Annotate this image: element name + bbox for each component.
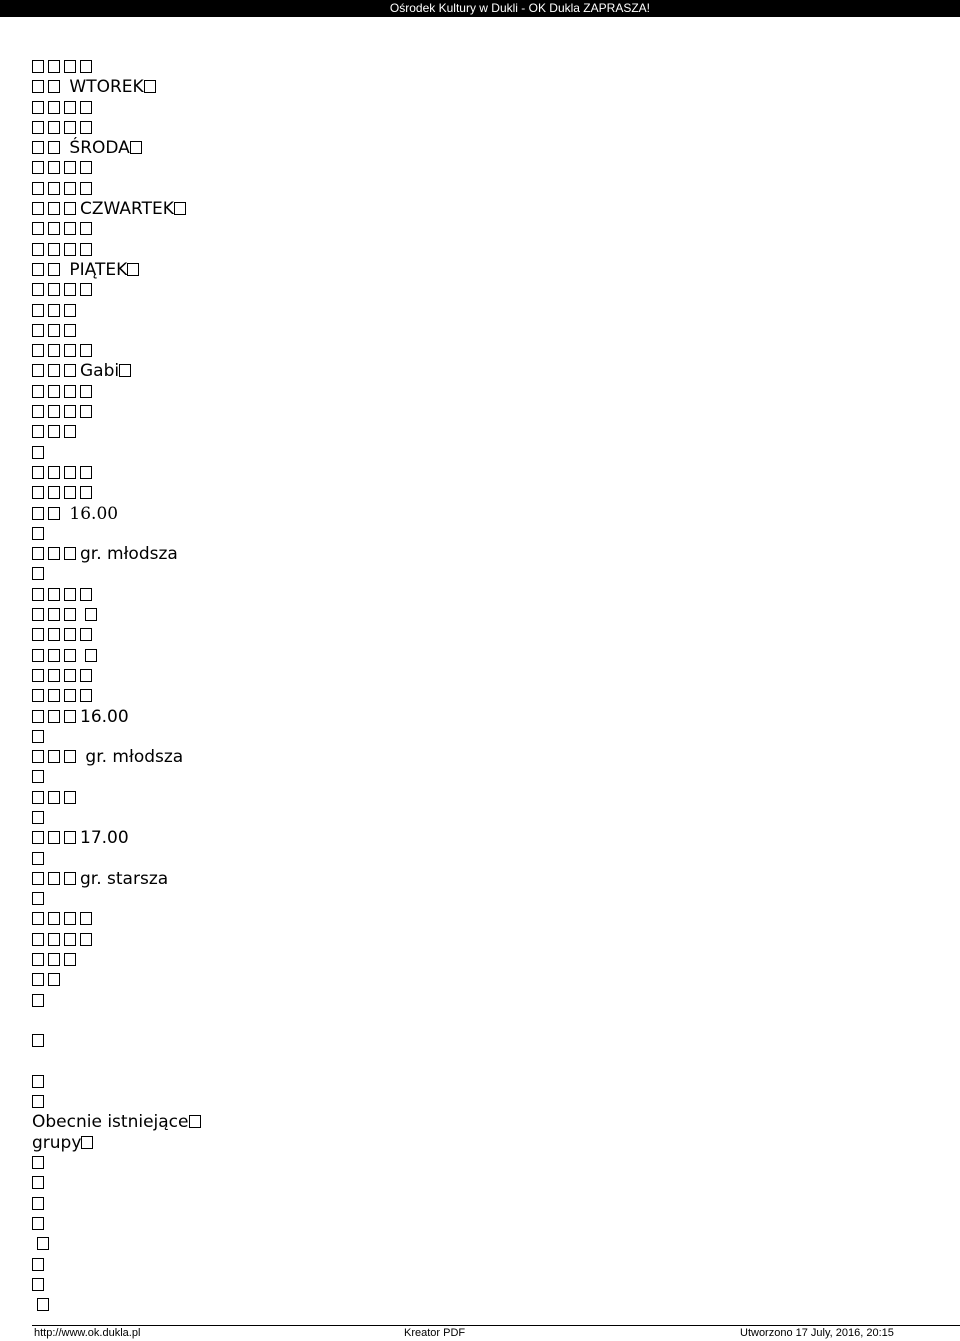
document-line: [32, 564, 552, 584]
document-line: [32, 767, 552, 787]
missing-glyph-box-icon: [48, 973, 60, 986]
missing-glyph-box-icon: [32, 953, 44, 966]
missing-glyph-box-icon: [64, 364, 76, 377]
missing-glyph-box-icon: [32, 101, 44, 114]
missing-glyph-box-icon: [48, 425, 60, 438]
document-line: [32, 422, 552, 442]
missing-glyph-box-icon: [32, 1095, 44, 1108]
document-body: [32, 57, 552, 1315]
missing-glyph-box-icon: [64, 791, 76, 804]
missing-glyph-box-icon: [80, 243, 92, 256]
document-line: [32, 585, 552, 605]
document-line: [32, 504, 552, 524]
missing-glyph-box-icon: [64, 933, 76, 946]
missing-glyph-box-icon: [64, 649, 76, 662]
missing-glyph-box-icon: [48, 263, 60, 276]
document-line: [32, 1092, 552, 1112]
missing-glyph-box-icon: [32, 1278, 44, 1291]
missing-glyph-box-icon: [48, 791, 60, 804]
document-line-text: 17.00: [80, 828, 129, 849]
missing-glyph-box-icon: [32, 608, 44, 621]
missing-glyph-box-icon: [48, 405, 60, 418]
document-line: [32, 402, 552, 422]
missing-glyph-box-icon: [48, 80, 60, 93]
missing-glyph-box-icon: [48, 60, 60, 73]
missing-glyph-box-icon: [64, 486, 76, 499]
missing-glyph-box-icon: [32, 689, 44, 702]
document-line: [32, 686, 552, 706]
missing-glyph-box-icon: [37, 1298, 49, 1311]
missing-glyph-box-icon: [81, 1136, 93, 1149]
missing-glyph-box-icon: [64, 547, 76, 560]
document-line-text: 16.00: [80, 706, 129, 727]
missing-glyph-box-icon: [48, 243, 60, 256]
document-line: [32, 727, 552, 747]
missing-glyph-box-icon: [32, 222, 44, 235]
document-line-text: PIĄTEK: [64, 259, 128, 280]
document-line-text: Gabi: [80, 361, 120, 382]
missing-glyph-box-icon: [64, 953, 76, 966]
missing-glyph-box-icon: [80, 182, 92, 195]
missing-glyph-box-icon: [64, 101, 76, 114]
missing-glyph-box-icon: [64, 304, 76, 317]
missing-glyph-box-icon: [64, 608, 76, 621]
missing-glyph-box-icon: [48, 912, 60, 925]
missing-glyph-box-icon: [32, 263, 44, 276]
missing-glyph-box-icon: [32, 588, 44, 601]
missing-glyph-box-icon: [32, 364, 44, 377]
missing-glyph-box-icon: [32, 527, 44, 540]
missing-glyph-box-icon: [48, 141, 60, 154]
missing-glyph-box-icon: [32, 973, 44, 986]
missing-glyph-box-icon: [32, 1156, 44, 1169]
document-line: [32, 1295, 552, 1315]
document-line-text: gr. starsza: [80, 868, 169, 889]
missing-glyph-box-icon: [32, 811, 44, 824]
document-line: [32, 950, 552, 970]
missing-glyph-box-icon: [32, 628, 44, 641]
document-line: [32, 301, 552, 321]
document-line-text: gr. młodsza: [80, 747, 184, 768]
document-line: [32, 98, 552, 118]
missing-glyph-box-icon: [48, 222, 60, 235]
missing-glyph-box-icon: [64, 466, 76, 479]
missing-glyph-box-icon: [32, 547, 44, 560]
missing-glyph-box-icon: [48, 689, 60, 702]
document-line: [32, 1011, 552, 1031]
document-line: [32, 1133, 552, 1153]
missing-glyph-box-icon: [32, 243, 44, 256]
document-line-text: 16.00: [64, 503, 119, 524]
document-line: [32, 788, 552, 808]
document-line: [32, 118, 552, 138]
missing-glyph-box-icon: [32, 1217, 44, 1230]
document-line: [32, 1255, 552, 1275]
missing-glyph-box-icon: [64, 283, 76, 296]
missing-glyph-box-icon: [64, 710, 76, 723]
missing-glyph-box-icon: [37, 1237, 49, 1250]
missing-glyph-box-icon: [32, 1034, 44, 1047]
missing-glyph-box-icon: [32, 710, 44, 723]
missing-glyph-box-icon: [32, 507, 44, 520]
document-line: [32, 1153, 552, 1173]
missing-glyph-box-icon: [48, 304, 60, 317]
document-line: [32, 483, 552, 503]
missing-glyph-box-icon: [32, 182, 44, 195]
document-line: [32, 179, 552, 199]
document-line: [32, 57, 552, 77]
missing-glyph-box-icon: [48, 101, 60, 114]
missing-glyph-box-icon: [32, 791, 44, 804]
document-line: [32, 524, 552, 544]
missing-glyph-box-icon: [32, 466, 44, 479]
missing-glyph-box-icon: [32, 283, 44, 296]
missing-glyph-box-icon: [48, 608, 60, 621]
missing-glyph-box-icon: [144, 80, 156, 93]
missing-glyph-box-icon: [119, 364, 131, 377]
document-line-text: grupy: [32, 1132, 82, 1153]
missing-glyph-box-icon: [80, 161, 92, 174]
document-line: [32, 463, 552, 483]
document-line: [32, 280, 552, 300]
missing-glyph-box-icon: [64, 912, 76, 925]
missing-glyph-box-icon: [32, 405, 44, 418]
document-line: [32, 199, 552, 219]
missing-glyph-box-icon: [32, 202, 44, 215]
missing-glyph-box-icon: [64, 588, 76, 601]
missing-glyph-box-icon: [32, 872, 44, 885]
document-line: [32, 1214, 552, 1234]
document-line: [32, 869, 552, 889]
missing-glyph-box-icon: [64, 689, 76, 702]
missing-glyph-box-icon: [48, 324, 60, 337]
missing-glyph-box-icon: [64, 121, 76, 134]
missing-glyph-box-icon: [32, 1258, 44, 1271]
missing-glyph-box-icon: [48, 547, 60, 560]
missing-glyph-box-icon: [80, 689, 92, 702]
missing-glyph-box-icon: [80, 60, 92, 73]
missing-glyph-box-icon: [127, 263, 139, 276]
document-line: [32, 1031, 552, 1051]
missing-glyph-box-icon: [48, 182, 60, 195]
missing-glyph-box-icon: [64, 872, 76, 885]
missing-glyph-box-icon: [64, 344, 76, 357]
document-line: [32, 361, 552, 381]
document-line: [32, 1072, 552, 1092]
document-line: [32, 443, 552, 463]
document-line: [32, 991, 552, 1011]
missing-glyph-box-icon: [32, 344, 44, 357]
missing-glyph-box-icon: [48, 628, 60, 641]
missing-glyph-box-icon: [48, 872, 60, 885]
document-line: [32, 1052, 552, 1072]
missing-glyph-box-icon: [32, 1176, 44, 1189]
document-line-text: CZWARTEK: [80, 199, 174, 220]
missing-glyph-box-icon: [32, 770, 44, 783]
missing-glyph-box-icon: [32, 912, 44, 925]
document-line: [32, 666, 552, 686]
missing-glyph-box-icon: [64, 628, 76, 641]
missing-glyph-box-icon: [64, 425, 76, 438]
missing-glyph-box-icon: [64, 831, 76, 844]
missing-glyph-box-icon: [32, 161, 44, 174]
document-line: [32, 747, 552, 767]
missing-glyph-box-icon: [80, 405, 92, 418]
missing-glyph-box-icon: [32, 324, 44, 337]
missing-glyph-box-icon: [80, 912, 92, 925]
missing-glyph-box-icon: [48, 466, 60, 479]
missing-glyph-box-icon: [48, 486, 60, 499]
document-line: [32, 808, 552, 828]
missing-glyph-box-icon: [64, 405, 76, 418]
missing-glyph-box-icon: [64, 324, 76, 337]
missing-glyph-box-icon: [32, 730, 44, 743]
missing-glyph-box-icon: [64, 243, 76, 256]
document-line: [32, 646, 552, 666]
missing-glyph-box-icon: [80, 385, 92, 398]
document-line: [32, 219, 552, 239]
document-line: [32, 544, 552, 564]
document-line-text: gr. młodsza: [80, 544, 178, 565]
missing-glyph-box-icon: [32, 994, 44, 1007]
document-line: [32, 321, 552, 341]
document-line-text: ŚRODA: [64, 138, 130, 159]
missing-glyph-box-icon: [32, 141, 44, 154]
missing-glyph-box-icon: [48, 385, 60, 398]
missing-glyph-box-icon: [32, 385, 44, 398]
missing-glyph-box-icon: [48, 588, 60, 601]
document-line: [32, 849, 552, 869]
missing-glyph-box-icon: [48, 750, 60, 763]
missing-glyph-box-icon: [64, 182, 76, 195]
missing-glyph-box-icon: [32, 80, 44, 93]
document-line: [32, 1234, 552, 1254]
missing-glyph-box-icon: [80, 933, 92, 946]
missing-glyph-box-icon: [85, 649, 97, 662]
document-line: [32, 1275, 552, 1295]
missing-glyph-box-icon: [130, 141, 142, 154]
missing-glyph-box-icon: [80, 101, 92, 114]
missing-glyph-box-icon: [32, 486, 44, 499]
missing-glyph-box-icon: [32, 933, 44, 946]
document-line: [32, 382, 552, 402]
footer-creator: Kreator PDF: [404, 1327, 466, 1339]
missing-glyph-box-icon: [174, 202, 186, 215]
missing-glyph-box-icon: [48, 933, 60, 946]
missing-glyph-box-icon: [189, 1115, 201, 1128]
page-header-title: Ośrodek Kultury w Dukli - OK Dukla ZAPRASZA!: [389, 1, 650, 15]
missing-glyph-box-icon: [32, 750, 44, 763]
document-line: [32, 970, 552, 990]
document-line: [32, 77, 552, 97]
missing-glyph-box-icon: [85, 608, 97, 621]
missing-glyph-box-icon: [64, 161, 76, 174]
document-line: [32, 158, 552, 178]
missing-glyph-box-icon: [64, 60, 76, 73]
missing-glyph-box-icon: [32, 567, 44, 580]
missing-glyph-box-icon: [32, 831, 44, 844]
missing-glyph-box-icon: [48, 202, 60, 215]
missing-glyph-box-icon: [32, 892, 44, 905]
page-header-bar: [0, 0, 960, 17]
document-line: [32, 930, 552, 950]
missing-glyph-box-icon: [64, 385, 76, 398]
document-line: [32, 240, 552, 260]
missing-glyph-box-icon: [64, 750, 76, 763]
missing-glyph-box-icon: [48, 649, 60, 662]
document-line: [32, 625, 552, 645]
missing-glyph-box-icon: [32, 649, 44, 662]
document-line: [32, 889, 552, 909]
missing-glyph-box-icon: [32, 1197, 44, 1210]
missing-glyph-box-icon: [48, 364, 60, 377]
missing-glyph-box-icon: [48, 161, 60, 174]
missing-glyph-box-icon: [80, 344, 92, 357]
missing-glyph-box-icon: [64, 669, 76, 682]
document-line: [32, 1112, 552, 1132]
document-line: [32, 1194, 552, 1214]
document-line: [32, 828, 552, 848]
missing-glyph-box-icon: [32, 669, 44, 682]
missing-glyph-box-icon: [48, 507, 60, 520]
missing-glyph-box-icon: [80, 628, 92, 641]
missing-glyph-box-icon: [80, 486, 92, 499]
missing-glyph-box-icon: [32, 425, 44, 438]
missing-glyph-box-icon: [32, 1075, 44, 1088]
document-line: [32, 1173, 552, 1193]
missing-glyph-box-icon: [80, 588, 92, 601]
document-line: [32, 260, 552, 280]
missing-glyph-box-icon: [80, 121, 92, 134]
document-line: [32, 341, 552, 361]
document-line: [32, 138, 552, 158]
missing-glyph-box-icon: [80, 222, 92, 235]
missing-glyph-box-icon: [64, 202, 76, 215]
missing-glyph-box-icon: [32, 852, 44, 865]
missing-glyph-box-icon: [48, 831, 60, 844]
missing-glyph-box-icon: [48, 121, 60, 134]
missing-glyph-box-icon: [80, 283, 92, 296]
footer-url-link[interactable]: http://www.ok.dukla.pl: [34, 1327, 141, 1339]
footer-created-date: Utworzono 17 July, 2016, 20:15: [740, 1327, 894, 1339]
missing-glyph-box-icon: [80, 466, 92, 479]
missing-glyph-box-icon: [64, 222, 76, 235]
missing-glyph-box-icon: [48, 710, 60, 723]
missing-glyph-box-icon: [32, 304, 44, 317]
missing-glyph-box-icon: [32, 121, 44, 134]
missing-glyph-box-icon: [80, 669, 92, 682]
document-line-text: Obecnie istniejące: [32, 1112, 189, 1133]
missing-glyph-box-icon: [32, 446, 44, 459]
document-line: [32, 605, 552, 625]
missing-glyph-box-icon: [48, 283, 60, 296]
missing-glyph-box-icon: [32, 60, 44, 73]
missing-glyph-box-icon: [48, 669, 60, 682]
document-line: [32, 707, 552, 727]
missing-glyph-box-icon: [48, 344, 60, 357]
missing-glyph-box-icon: [48, 953, 60, 966]
document-line-text: WTOREK: [64, 77, 144, 98]
document-line: [32, 909, 552, 929]
